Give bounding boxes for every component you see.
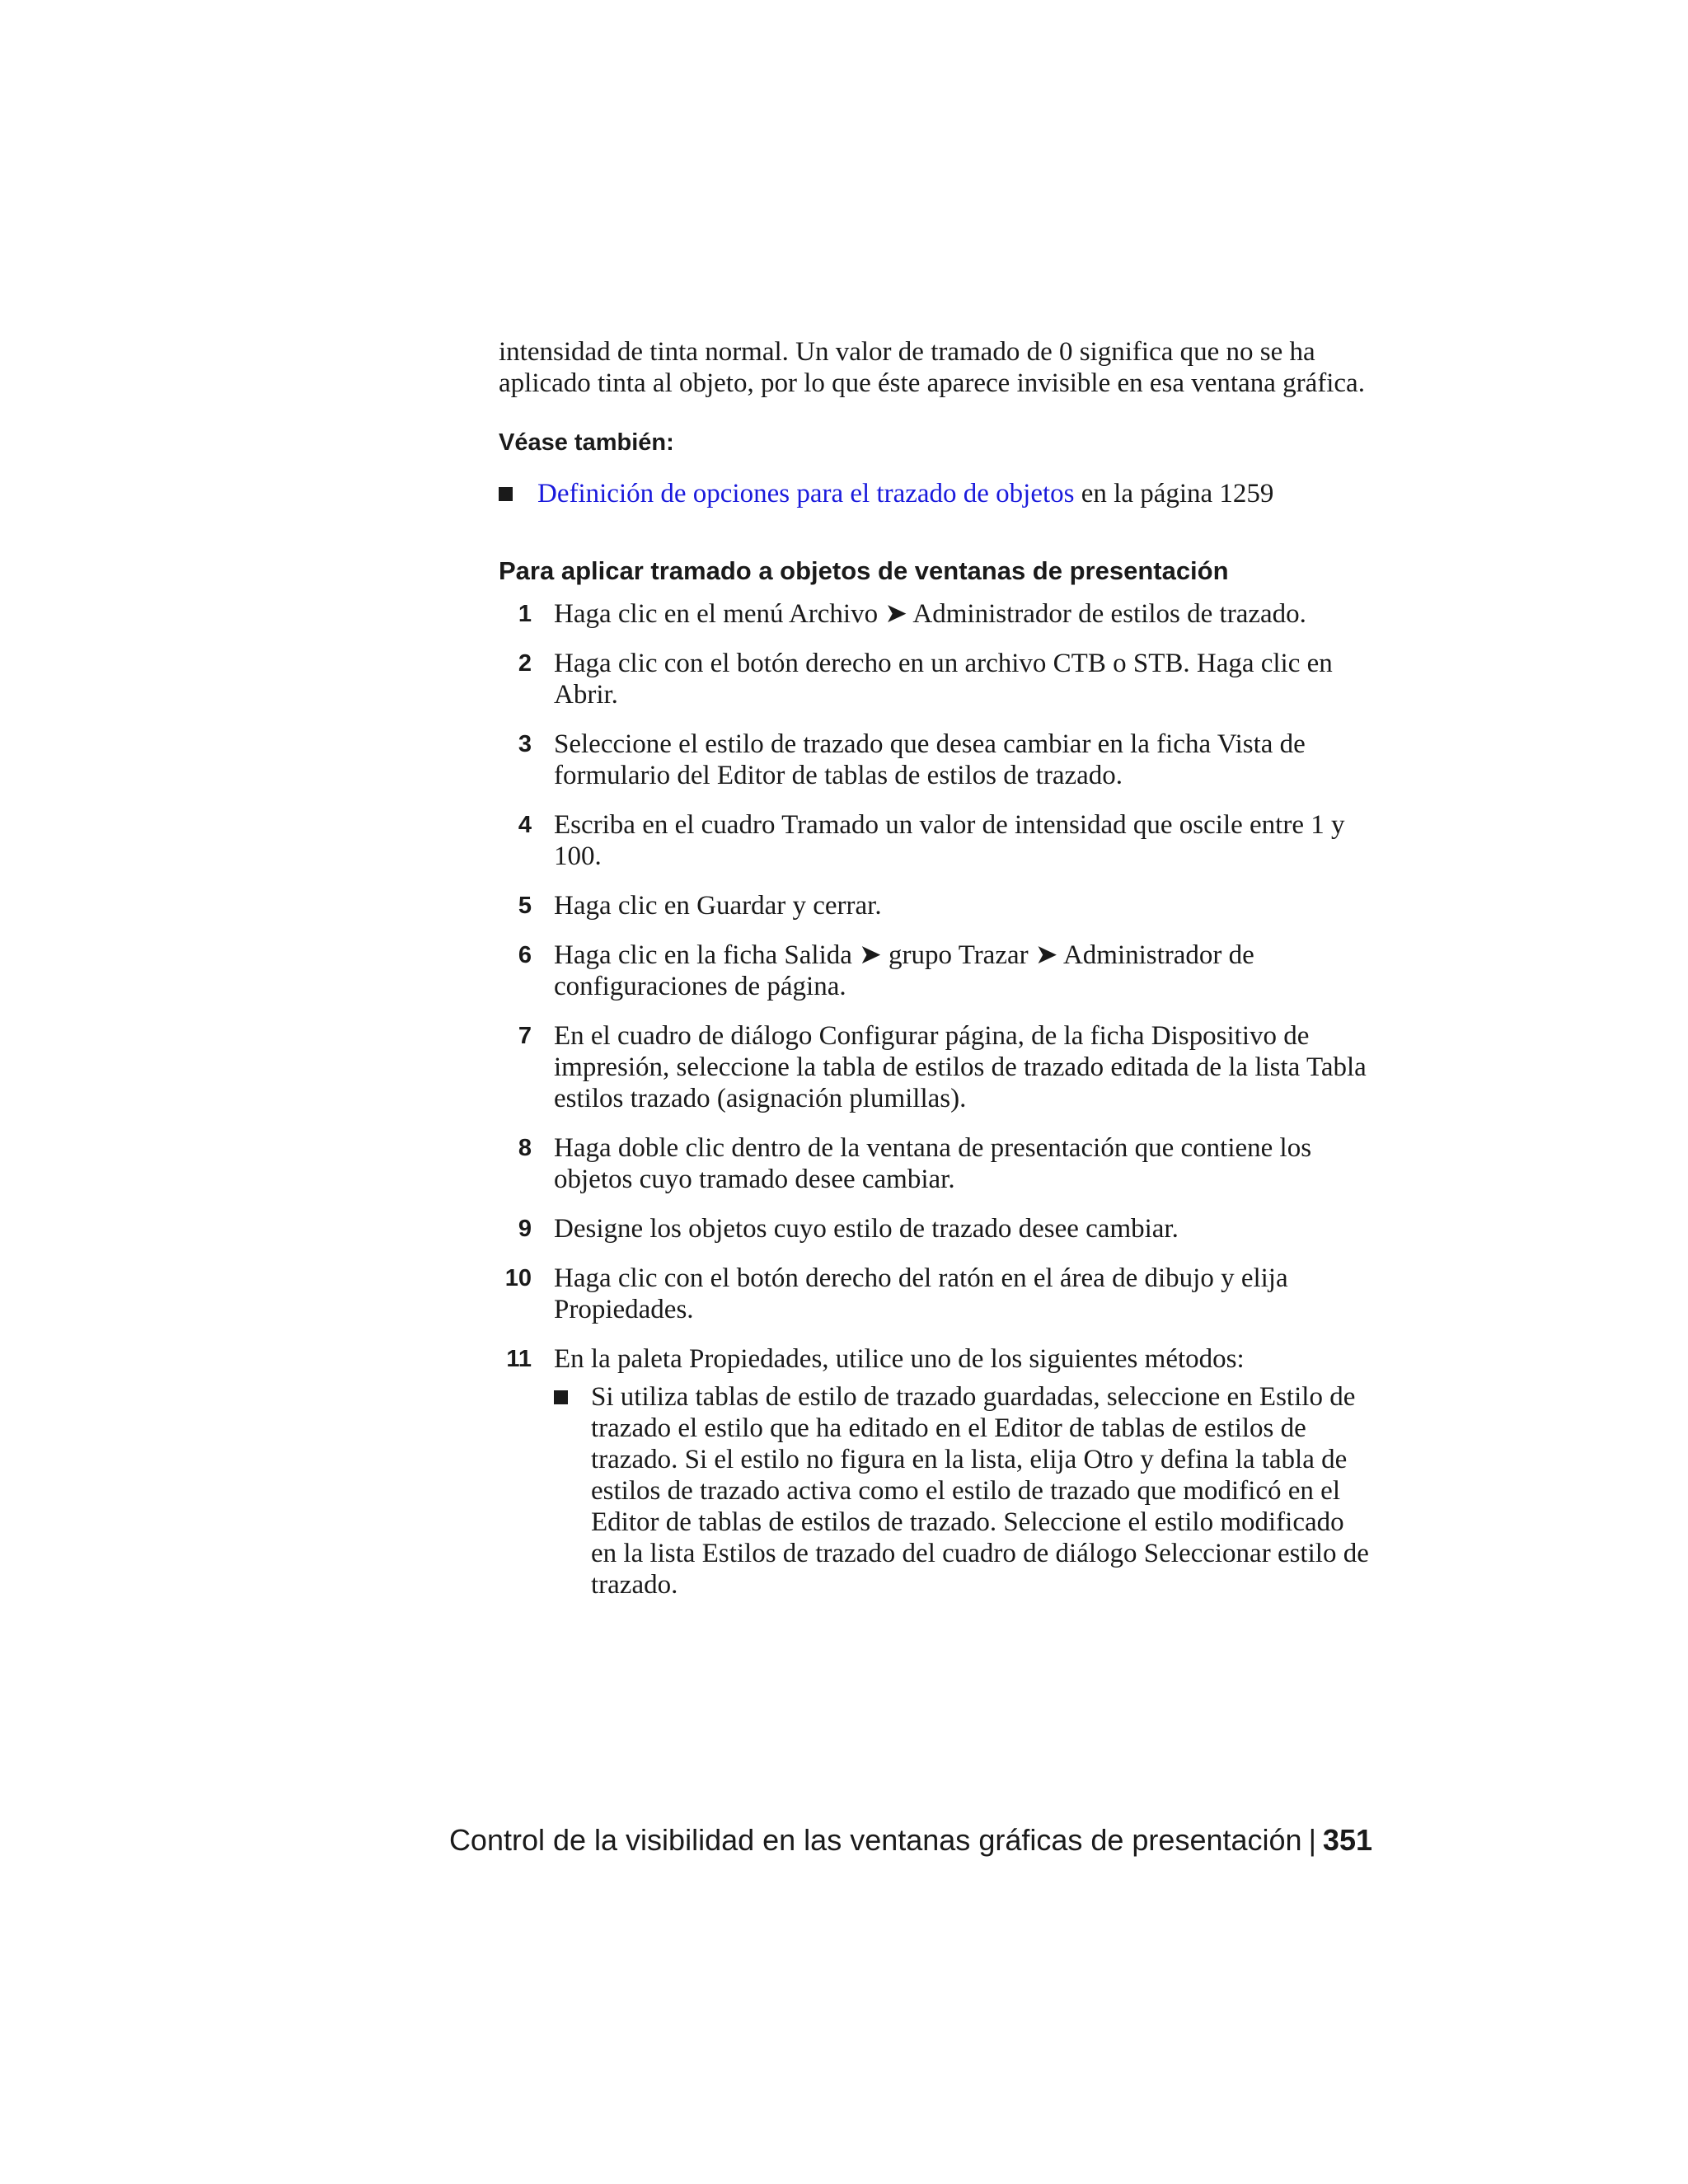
step-text: En el cuadro de diálogo Configurar página, de la ficha Dispositivo de impresión, seleccione la tabla de estilos de trazado editada de la lista Tabla estilos trazado (asignación plumillas).: [554, 1021, 1367, 1113]
step-text: Seleccione el estilo de trazado que desea cambiar en la ficha Vista de formulario del Editor de tablas de estilos de trazado.: [554, 729, 1306, 790]
list-item: [499, 598, 1372, 630]
step-text: Haga clic en la ficha Salida ➤ grupo Trazar ➤ Administrador de configuraciones de página.: [554, 940, 1254, 1001]
see-also-link[interactable]: Definición de opciones para el trazado de objetos: [537, 479, 1075, 509]
footer-title: Control de la visibilidad en las ventanas gráficas de presentación: [448, 1823, 1302, 1857]
footer-separator: |: [1308, 1823, 1316, 1857]
intro-line-1: intensidad de tinta normal. Un valor de tramado de 0 significa que no se ha: [499, 337, 1315, 367]
list-item: [499, 648, 1372, 710]
step-number: 6: [518, 942, 532, 968]
sub-item-text: Si utiliza tablas de estilo de trazado guardadas, seleccione en Estilo de trazado el estilo que ha editado en el Editor de tablas de estilos de trazado. Si el estilo no figura en la lista, elija Otro y defina la tabla de estilos de trazado activa como el estilo de trazado que modificó en el Editor de tablas de estilos de trazado. Seleccione el estilo modificado en la lista Estilos de trazado del cuadro de diálogo Seleccionar estilo de trazado.: [591, 1382, 1369, 1600]
step-text: Haga clic en el menú Archivo ➤ Administrador de estilos de trazado.: [554, 599, 1306, 629]
list-item: [499, 1213, 1372, 1244]
step-number: 2: [518, 650, 532, 677]
list-item: [499, 1343, 1372, 1601]
step-number: 4: [518, 812, 532, 838]
procedure-heading: Para aplicar tramado a objetos de ventanas de presentación: [499, 556, 1229, 585]
step-number: 5: [518, 893, 532, 919]
square-bullet-icon: [499, 487, 513, 501]
list-item: [499, 1263, 1372, 1325]
see-also-text: [537, 478, 1273, 509]
step-text: Escriba en el cuadro Tramado un valor de intensidad que oscile entre 1 y 100.: [554, 810, 1345, 871]
step-body: [554, 1343, 1372, 1601]
sub-list-item: [554, 1381, 1372, 1601]
step-number: 11: [506, 1346, 532, 1372]
step-number: 8: [518, 1135, 532, 1161]
step-number: 10: [504, 1265, 532, 1291]
page-number: 351: [1322, 1823, 1372, 1857]
step-number: 1: [518, 601, 532, 627]
list-item: [499, 940, 1372, 1002]
procedure-steps: [499, 598, 1372, 1601]
step-text: En la paleta Propiedades, utilice uno de los siguientes métodos:: [554, 1344, 1245, 1374]
step-text: Haga clic con el botón derecho en un archivo CTB o STB. Haga clic en Abrir.: [554, 649, 1333, 710]
step-number: 7: [518, 1023, 532, 1049]
see-also-page-ref: en la página 1259: [1074, 479, 1274, 509]
document-page: [499, 336, 1372, 1619]
page-footer: [449, 1822, 1372, 1858]
intro-paragraph: [499, 336, 1372, 399]
step-number: 3: [518, 731, 532, 757]
list-item: [499, 890, 1372, 921]
step-text: Haga doble clic dentro de la ventana de presentación que contiene los objetos cuyo tramado desee cambiar.: [554, 1133, 1312, 1194]
square-bullet-icon: [554, 1390, 568, 1404]
list-item: [499, 1132, 1372, 1195]
see-also-heading: Véase también:: [499, 429, 674, 456]
see-also-item: [499, 478, 1372, 509]
list-item: [499, 809, 1372, 872]
step-text: Designe los objetos cuyo estilo de trazado desee cambiar.: [554, 1214, 1179, 1244]
intro-line-2: aplicado tinta al objeto, por lo que éste aparece invisible en esa ventana gráfica.: [499, 368, 1365, 398]
list-item: [499, 1020, 1372, 1114]
step-text: Haga clic en Guardar y cerrar.: [554, 891, 882, 921]
list-item: [499, 729, 1372, 791]
step-number: 9: [518, 1216, 532, 1242]
step-text: Haga clic con el botón derecho del ratón en el área de dibujo y elija Propiedades.: [554, 1263, 1288, 1324]
